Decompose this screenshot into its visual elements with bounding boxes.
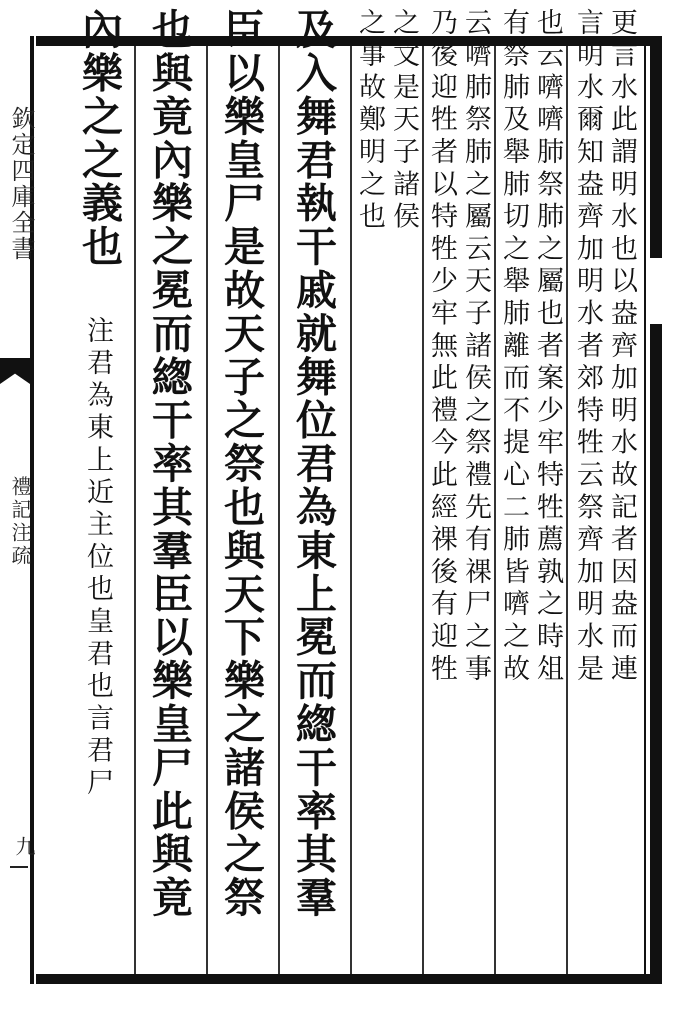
column-rule	[494, 46, 496, 974]
text-column-5: 云嚌肺祭肺之屬云天子諸侯之祭禮先有祼尸之事	[460, 8, 491, 687]
text-column-9: 及入舞君執干戚就舞位君為東上冕而緫干率其羣	[289, 8, 337, 920]
collection-title: 欽定四庫全書	[7, 106, 35, 262]
text-column-7: 之文是天子諸侯	[388, 8, 419, 235]
column-rule	[566, 46, 568, 974]
book-margin-strip	[0, 46, 36, 974]
text-column-12a: 內樂之之義也	[75, 8, 123, 269]
column-rule	[422, 46, 424, 974]
column-rule	[278, 46, 280, 974]
fishtail-mark-icon	[0, 358, 30, 384]
column-rule	[206, 46, 208, 974]
text-column-1: 更言水此謂明水也以盎齊加明水故記者因盎而連	[606, 8, 637, 687]
text-column-2: 言明水爾知盎齊加明水者郊特牲云祭齊加明水是	[572, 8, 603, 687]
text-column-10: 臣以樂皇尸是故天子之祭也與天下樂之諸侯之祭	[217, 8, 265, 920]
frame-border-gap	[650, 258, 662, 324]
column-rule	[350, 46, 352, 974]
page-number: 九	[12, 836, 36, 856]
frame-border-right-inner	[644, 46, 646, 974]
frame-border-top	[36, 36, 662, 46]
text-column-8: 之事故鄭明之也	[354, 8, 385, 235]
page-number-dash	[10, 866, 28, 868]
frame-border-right	[650, 36, 662, 984]
text-column-3: 也云嚌嚌肺祭肺之屬也者案少牢特牲薦孰之時俎	[532, 8, 563, 687]
text-column-6: 乃後迎牲者以特牲少牢無此禮今此經祼後有迎牲	[426, 8, 457, 687]
column-rule	[134, 46, 136, 974]
text-column-11: 也與竟內樂之冕而緫干率其羣臣以樂皇尸此與竟	[145, 8, 193, 920]
frame-border-bottom	[36, 974, 662, 984]
text-column-12b: 注君為東上近主位也皇君也言君尸	[82, 316, 113, 801]
text-column-4: 有祭肺及舉肺切之舉肺離而不提心二肺皆嚌之故	[498, 8, 529, 687]
book-title: 禮記注疏	[8, 476, 32, 568]
